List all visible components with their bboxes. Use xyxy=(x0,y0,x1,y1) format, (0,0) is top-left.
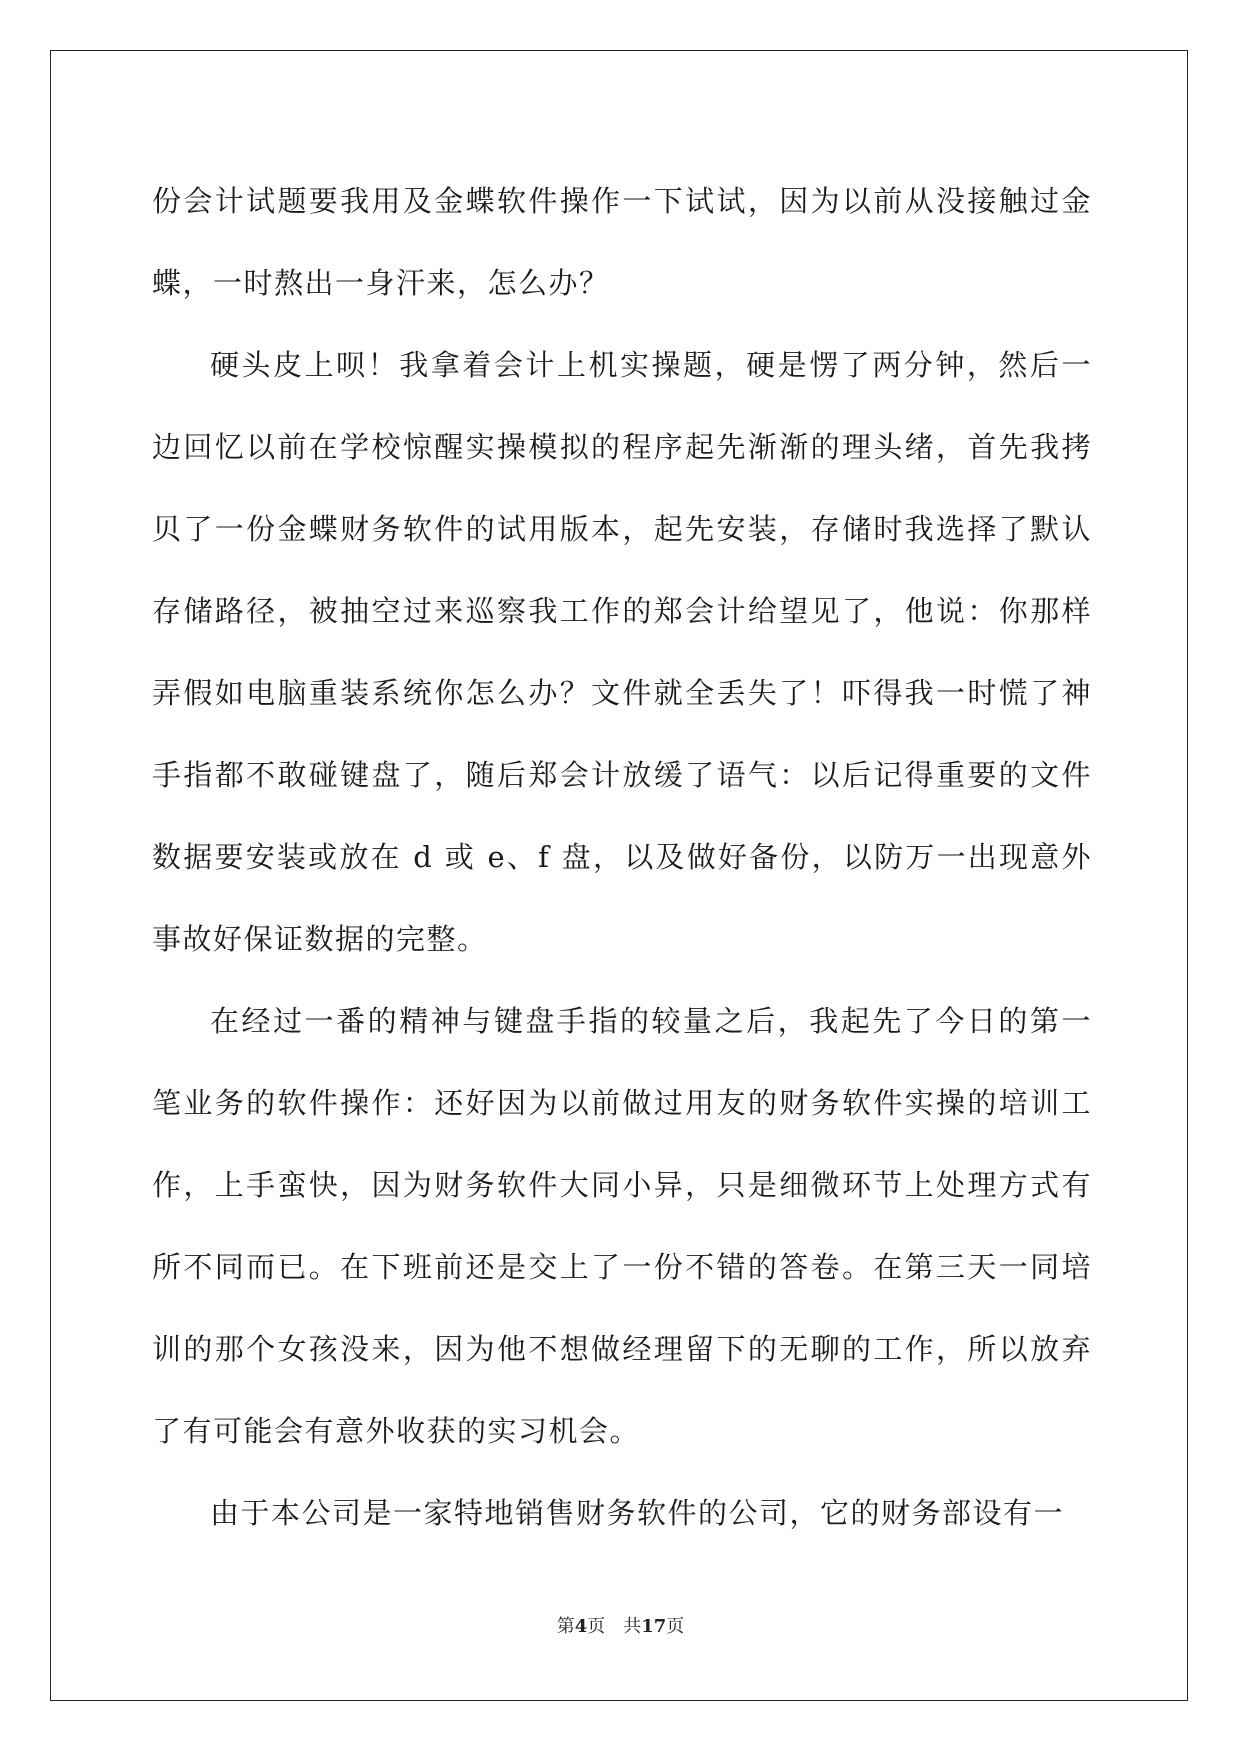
paragraph-1: 份会计试题要我用及金蝶软件操作一下试试，因为以前从没接触过金蝶，一时熬出一身汗来，怎么办？ xyxy=(152,184,1092,300)
footer-total-pages: 17 xyxy=(641,1616,667,1637)
paragraph-3: 在经过一番的精神与键盘手指的较量之后，我起先了今日的第一笔业务的软件操作：还好因为以前做过用友的财务软件实操的培训工作，上手蛮快，因为财务软件大同小异，只是细微环节上处理方式有所不同而已。在下班前还是交上了一份不错的答卷。在第三天一同培训的那个女孩没来，因为他不想做经理留下的无聊的工作，所以放弃了有可能会有意外收获的实习机会。 xyxy=(152,1004,1092,1448)
footer-prefix: 第 xyxy=(556,1616,575,1637)
footer-total-prefix: 共 xyxy=(623,1616,642,1637)
paragraph-2: 硬头皮上呗！我拿着会计上机实操题，硬是愣了两分钟，然后一边回忆以前在学校惊醒实操模拟的程序起先渐渐的理头绪，首先我拷贝了一份金蝶财务软件的试用版本，起先安装，存储时我选择了默认存储路径，被抽空过来巡察我工作的郑会计给望见了，他说：你那样弄假如电脑重装系统你怎么办？文件就全丢失了！吓得我一时慌了神手指都不敢碰键盘了，随后郑会计放缓了语气：以后记得重要的文件数据要安装或放在 d 或 e、f 盘，以及做好备份，以防万一出现意外事故好保证数据的完整。 xyxy=(152,348,1092,956)
document-body xyxy=(152,160,1092,1554)
footer-page-number: 4 xyxy=(574,1616,588,1637)
paragraph-4: 由于本公司是一家特地销售财务软件的公司，它的财务部设有一 xyxy=(210,1496,1065,1530)
footer-total-suffix: 页 xyxy=(666,1616,685,1637)
page-footer xyxy=(0,1612,1241,1638)
footer-page-suffix: 页 xyxy=(587,1616,606,1637)
